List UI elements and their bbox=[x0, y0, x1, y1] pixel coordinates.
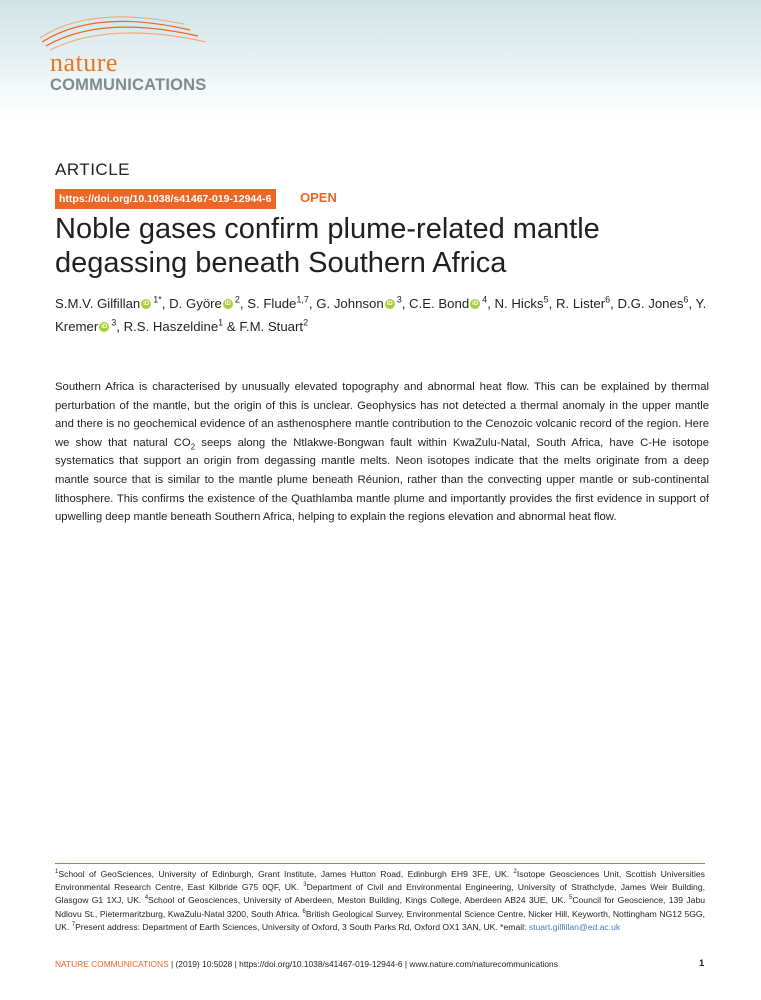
email-label: *email: bbox=[500, 921, 529, 932]
orcid-icon[interactable]: iD bbox=[386, 300, 393, 307]
orcid-icon[interactable]: iD bbox=[224, 300, 231, 307]
affiliation-text: Isotope Geosciences Unit, Scottish Universities Environmental Research Centre, East Kilbride G75 0QF, UK. bbox=[55, 869, 705, 893]
author-item bbox=[556, 296, 614, 311]
author-separator: , bbox=[548, 296, 553, 311]
author-separator: , bbox=[610, 296, 614, 311]
author-separator: , bbox=[239, 296, 244, 311]
affiliation-number: 7 bbox=[71, 921, 76, 928]
affiliation-text: Department of Civil and Environmental Engineering, University of Strathclyde, James Weir Building, Glasgow G1 1XJ, UK. bbox=[55, 882, 705, 906]
corresponding-email-link[interactable]: stuart.gilfillan@ed.ac.uk bbox=[528, 921, 621, 932]
author-affiliation-marker: 2 bbox=[303, 317, 309, 328]
affiliation-number: 1 bbox=[55, 869, 59, 876]
author-name[interactable]: G. Johnson bbox=[316, 296, 384, 311]
author-name[interactable]: D.G. Jones bbox=[617, 296, 684, 311]
author-name[interactable]: N. Hicks bbox=[494, 296, 544, 311]
affiliation-number: 3 bbox=[303, 882, 307, 889]
author-name[interactable]: S.M.V. Gilfillan bbox=[55, 296, 141, 311]
author-affiliation-marker: 4 bbox=[482, 294, 488, 305]
author-name[interactable]: R.S. Haszeldine bbox=[123, 319, 219, 334]
affiliation-number: 4 bbox=[144, 895, 149, 902]
author-item bbox=[409, 296, 491, 311]
affiliation-item bbox=[72, 922, 500, 932]
author-name[interactable]: C.E. Bond bbox=[409, 296, 470, 311]
author-item bbox=[247, 296, 312, 311]
author-separator: , bbox=[487, 296, 491, 311]
open-access-label: OPEN bbox=[300, 190, 337, 205]
author-separator: , bbox=[401, 296, 406, 311]
article-title: Noble gases confirm plume-related mantle degassing beneath Southern Africa bbox=[55, 213, 600, 279]
author-name[interactable]: D. Györe bbox=[169, 296, 222, 311]
author-affiliation-marker: 3 bbox=[111, 317, 117, 328]
author-item bbox=[55, 296, 165, 311]
footnote-divider bbox=[55, 863, 705, 864]
author-affiliation-marker: 1* bbox=[153, 294, 162, 305]
author-name[interactable]: F.M. Stuart bbox=[239, 319, 304, 334]
author-affiliation-marker: 1,7 bbox=[296, 294, 309, 305]
affiliation-number: 5 bbox=[568, 895, 573, 902]
author-separator: , bbox=[161, 296, 166, 311]
affiliations bbox=[55, 868, 705, 934]
page-number: 1 bbox=[699, 958, 705, 969]
author-affiliation-marker: 5 bbox=[543, 294, 549, 305]
affiliation-text: School of Geosciences, University of Aberdeen, Meston Building, Kings College, Aberdeen AB24 3UE, UK. bbox=[148, 895, 569, 906]
author-list bbox=[55, 292, 715, 338]
author-separator: , bbox=[688, 296, 693, 311]
affiliation-text: School of GeoSciences, University of Edinburgh, Grant Institute, James Hutton Road, Edinburgh EH9 3FE, UK. bbox=[58, 869, 514, 879]
abstract-text-part-1: Southern Africa is characterised by unusually elevated topography and abnormal heat flow. This can be explained by thermal perturbation of the mantle, but the origin of this is unclear. Geophysics has not detected a thermal anomaly in the upper mantle and there is no geochemical evidence of an asthenosphere mantle contribution to the Cenozoic volcanic record of the region. Here we show that natural CO bbox=[55, 381, 709, 449]
author-item bbox=[617, 296, 692, 311]
affiliation-number: 2 bbox=[513, 869, 517, 876]
footer-journal-name[interactable]: NATURE COMMUNICATIONS bbox=[55, 959, 169, 969]
abstract-subscript: 2 bbox=[190, 442, 196, 452]
affiliation-text: Council for Geoscience, 139 Jabu Ndlovu St., Pietermaritzburg, KwaZulu-Natal 3200, South Africa. bbox=[55, 895, 705, 919]
page-footer bbox=[55, 958, 705, 970]
orcid-icon[interactable]: iD bbox=[101, 323, 108, 330]
author-affiliation-marker: 1 bbox=[218, 317, 224, 328]
affiliation-text: Present address: Department of Earth Sciences, University of Oxford, 3 South Parks Rd, Oxford OX1 3AN, UK. bbox=[75, 921, 501, 932]
abstract-text-part-2: seeps along the Ntlakwe-Bongwan fault within KwaZulu-Natal, South Africa, have C-He isotope systematics that support an origin from degassing mantle melts. Neon isotopes indicate that the melts originate from a deep mantle source that is similar to the mantle plume beneath Réunion, rather than the convecting upper mantle or sub-continental lithosphere. This confirms the existence of the Quathlamba mantle plume and importantly provides the first evidence in support of upwelling deep mantle beneath Southern Africa, helping to explain the regions elevation and abnormal heat flow. bbox=[55, 436, 709, 524]
author-affiliation-marker: 6 bbox=[605, 294, 611, 305]
doi-link[interactable]: https://doi.org/10.1038/s41467-019-12944-6 bbox=[55, 189, 276, 209]
author-item bbox=[239, 319, 308, 334]
affiliation-item bbox=[145, 895, 569, 905]
author-name[interactable]: R. Lister bbox=[555, 296, 606, 311]
orcid-icon[interactable]: iD bbox=[143, 300, 150, 307]
author-item bbox=[495, 296, 553, 311]
author-affiliation-marker: 3 bbox=[396, 294, 402, 305]
author-item bbox=[124, 319, 236, 334]
author-name[interactable]: Y. Kremer bbox=[55, 296, 707, 334]
author-item bbox=[169, 296, 243, 311]
affiliation-item bbox=[55, 869, 514, 879]
footer-citation: | (2019) 10:5028 | https://doi.org/10.1038/s41467-019-12944-6 | www.nature.com/naturecommunications bbox=[168, 959, 558, 969]
orcid-icon[interactable]: iD bbox=[472, 300, 479, 307]
author-separator: , bbox=[308, 296, 313, 311]
article-type-label: ARTICLE bbox=[55, 160, 130, 179]
author-name[interactable]: S. Flude bbox=[247, 296, 297, 311]
author-item bbox=[316, 296, 405, 311]
journal-logo-nature: nature bbox=[50, 48, 118, 77]
affiliation-text: British Geological Survey, Environmental Science Centre, Nicker Hill, Keyworth, Nottingham NG12 5GG, UK. bbox=[55, 908, 705, 932]
affiliation-number: 6 bbox=[302, 908, 306, 915]
author-separator: , bbox=[116, 319, 120, 334]
abstract bbox=[55, 378, 709, 527]
author-affiliation-marker: 2 bbox=[234, 294, 240, 305]
journal-logo-communications: COMMUNICATIONS bbox=[50, 76, 207, 94]
author-affiliation-marker: 6 bbox=[683, 294, 689, 305]
author-separator: & bbox=[223, 319, 236, 334]
